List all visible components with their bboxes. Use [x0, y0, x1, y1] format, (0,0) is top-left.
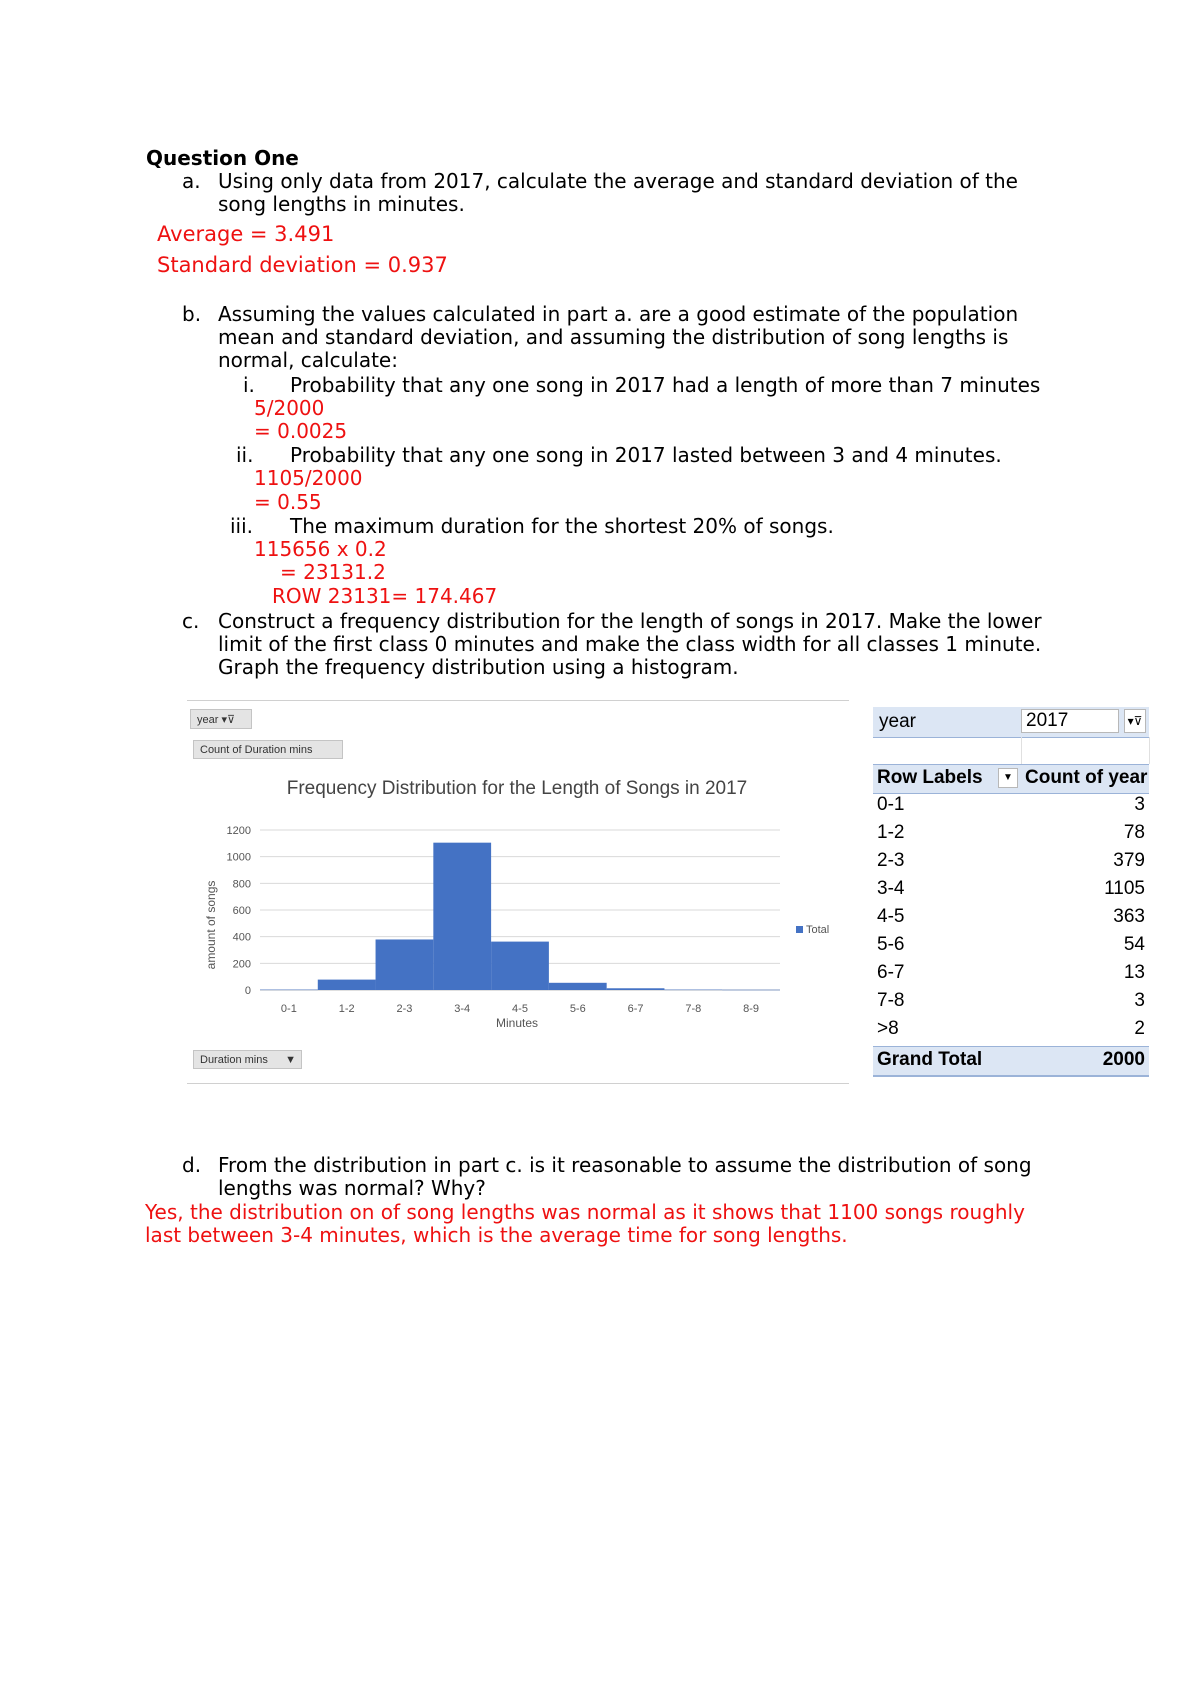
pivot-row-count: 1105	[1104, 878, 1145, 899]
pivot-row-count: 78	[1123, 822, 1145, 843]
pivot-row-label: 6-7	[877, 962, 905, 983]
x-tick-label: 0-1	[280, 1003, 297, 1015]
part-b-line1: Assuming the values calculated in part a. are a good estimate of the population	[218, 302, 1019, 326]
x-tick-label: 2-3	[396, 1003, 413, 1015]
pivot-row-count: 363	[1113, 906, 1145, 927]
pivot-row-count: 3	[1134, 794, 1145, 815]
y-tick-label: 600	[232, 905, 251, 917]
pivot-row-count: 54	[1123, 934, 1145, 955]
histogram-bar	[318, 980, 376, 990]
part-b-iii-answer1: 115656 x 0.2	[254, 537, 387, 561]
pivot-row-label: 2-3	[877, 850, 905, 871]
histogram-bar	[260, 990, 318, 991]
part-b-ii-text: Probability that any one song in 2017 lasted between 3 and 4 minutes.	[290, 443, 1002, 467]
part-a-marker: a.	[182, 169, 201, 193]
question-title: Question One	[146, 146, 299, 170]
part-d-answer2: last between 3-4 minutes, which is the average time for song lengths.	[145, 1223, 848, 1247]
part-b-marker: b.	[182, 302, 202, 326]
pivot-row-label: 7-8	[877, 990, 905, 1011]
filter-dropdown-icon: ▾⊽	[221, 714, 236, 726]
part-b-iii-answer3: ROW 23131= 174.467	[272, 584, 498, 608]
histogram-bar	[722, 990, 780, 991]
filter-value: 2017	[1026, 710, 1069, 731]
part-c-line1: Construct a frequency distribution for the length of songs in 2017. Make the lower	[218, 609, 1042, 633]
part-b-i-marker: i.	[243, 373, 255, 397]
x-tick-label: 4-5	[512, 1003, 528, 1015]
part-c-line2: limit of the first class 0 minutes and make the class width for all classes 1 minute.	[218, 632, 1042, 656]
pivot-row-label: >8	[877, 1018, 899, 1039]
y-axis-label: amount of songs	[204, 880, 218, 970]
part-b-line3: normal, calculate:	[218, 348, 398, 372]
answer-average: Average = 3.491	[157, 222, 335, 246]
part-b-ii-answer1: 1105/2000	[254, 466, 363, 490]
y-tick-label: 1000	[226, 851, 251, 864]
x-tick-label: 5-6	[569, 1003, 586, 1015]
y-tick-label: 1200	[226, 825, 251, 837]
pivot-row-label: 4-5	[877, 906, 905, 927]
blank-row-divider	[1021, 737, 1022, 764]
histogram-bar	[376, 939, 434, 990]
part-b-line2: mean and standard deviation, and assuming the distribution of song lengths is	[218, 325, 1009, 349]
part-b-ii-answer2: = 0.55	[254, 490, 322, 514]
part-b-i-text: Probability that any one song in 2017 had a length of more than 7 minutes	[290, 373, 1041, 397]
y-tick-label: 800	[232, 878, 251, 891]
part-a-line1: Using only data from 2017, calculate the average and standard deviation of the	[218, 169, 1018, 193]
pivot-chart	[187, 700, 849, 1084]
part-b-ii-marker: ii.	[236, 443, 254, 467]
pivot-row-count: 3	[1134, 990, 1145, 1011]
filter-dropdown-icon[interactable]: ▾⊽	[1124, 709, 1146, 733]
legend-label: Total	[806, 924, 830, 936]
count-of-year-header: Count of year	[1025, 767, 1148, 788]
pivot-row-label: 0-1	[877, 794, 905, 815]
answer-standard-deviation: Standard deviation = 0.937	[157, 253, 448, 277]
x-tick-label: 6-7	[627, 1003, 644, 1015]
y-tick-label: 0	[244, 985, 251, 997]
pivot-row-count: 2	[1134, 1018, 1145, 1039]
duration-field-label: Duration mins	[200, 1054, 268, 1066]
histogram-bar	[607, 988, 665, 990]
x-tick-label: 3-4	[454, 1003, 471, 1015]
grand-total-label: Grand Total	[877, 1049, 983, 1070]
blank-row	[873, 737, 1150, 764]
part-b-iii-answer2: = 23131.2	[280, 560, 386, 584]
histogram-svg	[187, 700, 849, 1084]
pivot-row-count: 379	[1113, 850, 1145, 871]
row-labels-dropdown-icon[interactable]: ▼	[998, 768, 1018, 788]
part-c-line3: Graph the frequency distribution using a histogram.	[218, 655, 739, 679]
pivot-row-label: 5-6	[877, 934, 905, 955]
pivot-row-label: 3-4	[877, 878, 905, 899]
chevron-down-icon: ▼	[285, 1054, 296, 1066]
x-tick-label: 8-9	[743, 1003, 760, 1015]
y-tick-label: 400	[232, 931, 251, 944]
part-d-marker: d.	[182, 1153, 202, 1177]
part-d-line2: lengths was normal? Why?	[218, 1176, 486, 1200]
part-b-iii-text: The maximum duration for the shortest 20% of songs.	[290, 514, 834, 538]
x-axis-label: Minutes	[495, 1016, 539, 1030]
part-b-i-answer2: = 0.0025	[254, 419, 348, 443]
legend-swatch	[796, 926, 803, 933]
part-a-line2: song lengths in minutes.	[218, 192, 465, 216]
filter-label: year	[879, 711, 916, 732]
chart-title: Frequency Distribution for the Length of Songs in 2017	[286, 778, 748, 799]
part-d-answer1: Yes, the distribution on of song lengths was normal as it shows that 1100 songs roughly	[145, 1200, 1025, 1224]
pivot-row-count: 13	[1123, 962, 1145, 983]
histogram-bar	[433, 843, 491, 990]
part-d-line1: From the distribution in part c. is it reasonable to assume the distribution of song	[218, 1153, 1032, 1177]
histogram-bar	[664, 990, 722, 991]
x-tick-label: 1-2	[338, 1003, 355, 1015]
x-tick-label: 7-8	[685, 1003, 702, 1015]
histogram-bar	[549, 983, 607, 990]
part-b-i-answer1: 5/2000	[254, 396, 325, 420]
part-b-iii-marker: iii.	[230, 514, 254, 538]
grand-total-value: 2000	[1102, 1049, 1145, 1070]
pivot-row-label: 1-2	[877, 822, 905, 843]
year-filter-label: year	[197, 714, 219, 726]
part-c-marker: c.	[182, 609, 200, 633]
y-tick-label: 200	[232, 958, 251, 971]
histogram-bar	[491, 942, 549, 990]
row-labels-header: Row Labels	[877, 767, 983, 788]
count-field-button[interactable]: Count of Duration mins	[193, 740, 343, 759]
